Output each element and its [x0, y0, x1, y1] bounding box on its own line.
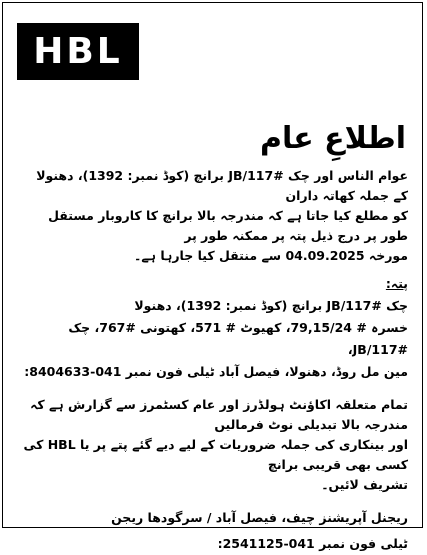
- phone-line: ٹیلی فون نمبر 041-2541125:: [217, 536, 408, 551]
- intro-line-3: مورخہ 04.09.2025 سے منتقل کیا جارہا ہے۔: [134, 248, 408, 263]
- intro-paragraph: [21, 166, 408, 266]
- note-line-2: اور بینکاری کی جملہ ضروریات کے لیے دیے گئے پتے پر یا HBL کی کسی بھی قریبی برانچ: [23, 437, 408, 472]
- note-paragraph: [21, 395, 408, 495]
- notice-content: [21, 121, 408, 555]
- signature-line: ریجنل آپریشنز چیف، فیصل آباد / سرگودھا ریجن: [111, 510, 408, 525]
- address-label: پتہ:: [385, 276, 408, 291]
- address-block: [21, 295, 408, 383]
- address-line-3: مین مل روڈ، دھنولا، فیصل آباد ٹیلی فون نمبر 041-8404633:: [24, 364, 408, 379]
- address-line-1: چک #117/JB برانچ (کوڈ نمبر: 1392)، دھنولا: [134, 298, 408, 313]
- notice-title: اطلاعِ عام: [259, 121, 406, 156]
- intro-line-1: عوام الناس اور چک #117/JB برانچ (کوڈ نمبر: 1392)، دھنولا کے جملہ کھاتہ داران: [36, 168, 408, 203]
- note-line-1: تمام متعلقہ اکاؤنٹ ہولڈرز اور عام کسٹمرز سے گزارش ہے کہ مندرجہ بالا تبدیلی نوٹ فرمالیں: [30, 397, 408, 432]
- hbl-logo: [17, 23, 139, 80]
- notice-frame: [2, 2, 423, 551]
- intro-line-2: کو مطلع کیا جاتا ہے کہ مندرجہ بالا برانچ کا کاروبار مستقل طور پر درج ذیل پتہ پر ممکنہ طور پر: [48, 208, 408, 243]
- note-line-3: تشریف لائیں۔: [321, 477, 408, 492]
- hbl-logo-text: HBL: [33, 31, 123, 72]
- address-line-2: خسرہ # 79,15/24، کھیوٹ # 571، کھتونی #767، چک #117/JB،: [68, 320, 408, 357]
